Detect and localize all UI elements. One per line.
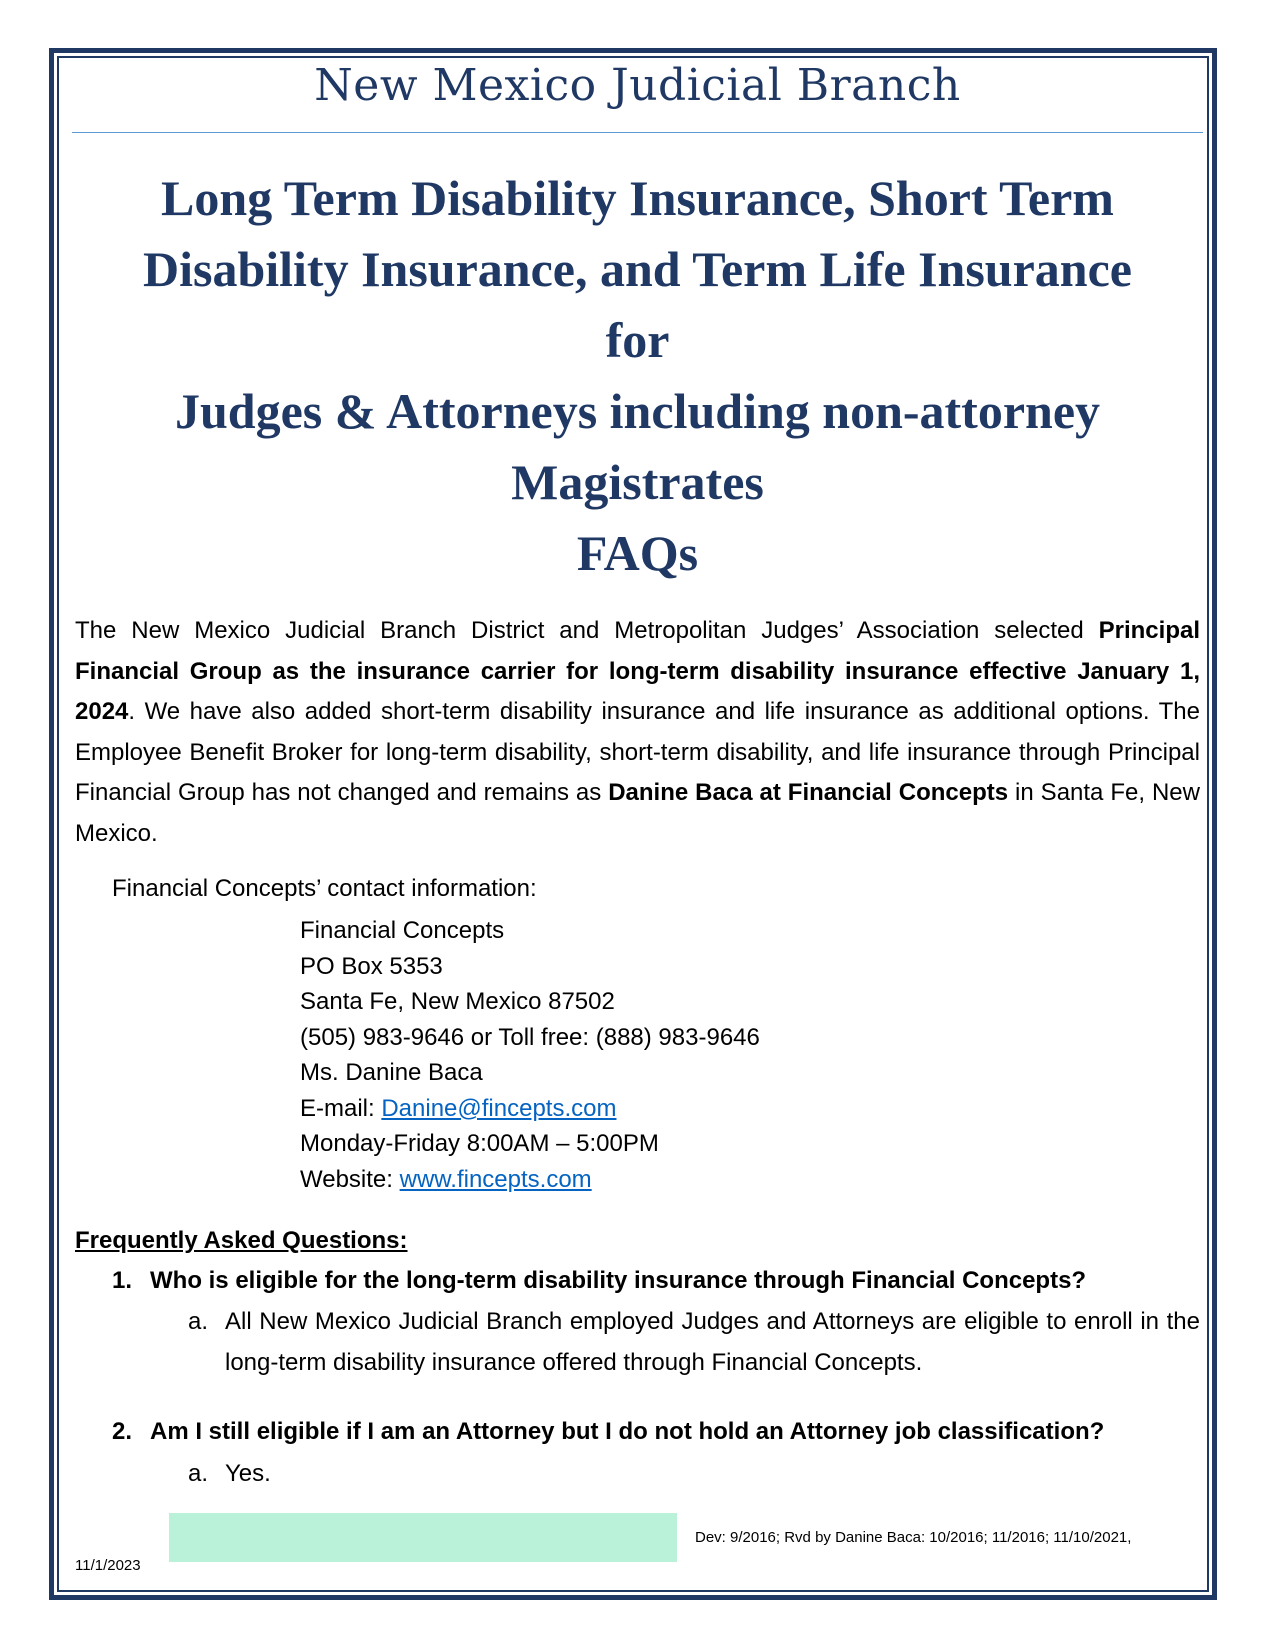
contact-city: Santa Fe, New Mexico 87502 bbox=[300, 988, 615, 1015]
contact-website-row bbox=[300, 1162, 760, 1198]
faq-answer-1 bbox=[188, 1301, 1200, 1383]
contact-email-row bbox=[300, 1091, 760, 1127]
question-number: 2. bbox=[112, 1418, 133, 1445]
contact-heading: Financial Concepts’ contact information: bbox=[112, 875, 537, 902]
title-divider bbox=[72, 132, 1203, 133]
footer-date: 11/1/2023 bbox=[75, 1557, 141, 1574]
faq-answer-2 bbox=[188, 1453, 1200, 1494]
question-number: 1. bbox=[112, 1267, 133, 1294]
intro-broker-bold: Danine Baca at Financial Concepts bbox=[608, 779, 1009, 806]
faq-heading: Frequently Asked Questions: bbox=[75, 1227, 408, 1254]
contact-hours: Monday-Friday 8:00AM – 5:00PM bbox=[300, 1130, 659, 1157]
contact-phone: (505) 983-9646 or Toll free: (888) 983-9646 bbox=[300, 1023, 760, 1051]
intro-text: in Santa Fe, New Mexico. bbox=[75, 779, 1200, 847]
question-text: Who is eligible for the long-term disability insurance through Financial Concepts? bbox=[150, 1267, 1087, 1294]
title-line: for bbox=[605, 312, 670, 368]
title-line: FAQs bbox=[576, 525, 699, 581]
intro-paragraph bbox=[75, 611, 1200, 854]
contact-company: Financial Concepts bbox=[300, 917, 505, 944]
contact-po-box: PO Box 5353 bbox=[300, 952, 443, 980]
website-link[interactable]: www.fincepts.com bbox=[399, 1165, 592, 1193]
answer-letter: a. bbox=[188, 1308, 209, 1335]
answer-text: All New Mexico Judicial Branch employed Judges and Attorneys are eligible to enroll in the long-term disability insurance offered through Financial Concepts. bbox=[225, 1308, 1200, 1376]
faq-question-1 bbox=[112, 1267, 1202, 1295]
answer-letter: a. bbox=[188, 1460, 209, 1487]
title-line: Disability Insurance, and Term Life Insurance bbox=[142, 241, 1132, 297]
org-title: New Mexico Judicial Branch bbox=[314, 60, 961, 111]
contact-person: Ms. Danine Baca bbox=[300, 1059, 483, 1086]
title-line: Magistrates bbox=[511, 454, 764, 510]
website-label: Website: bbox=[300, 1165, 400, 1193]
title-line: Judges & Attorneys including non-attorney bbox=[174, 383, 1101, 439]
intro-text: . We have also added short-term disability insurance and life insurance as additional options. The Employee Benefit Broker for long-term disability, short-term disability, and life insurance through Principal Financial Group has not changed and remains as bbox=[75, 698, 1200, 806]
question-text: Am I still eligible if I am an Attorney but I do not hold an Attorney job classification? bbox=[150, 1418, 1105, 1445]
title-line: Long Term Disability Insurance, Short Term bbox=[161, 170, 1114, 226]
intro-text: The New Mexico Judicial Branch District and Metropolitan Judges’ Association selected bbox=[75, 617, 1099, 644]
email-link[interactable]: Danine@fincepts.com bbox=[381, 1094, 617, 1122]
email-label: E-mail: bbox=[300, 1094, 382, 1122]
intro-carrier-bold: Principal Financial Group as the insurance carrier for long-term disability insurance effective January 1, 2024 bbox=[75, 617, 1200, 725]
faq-question-2 bbox=[112, 1418, 1202, 1446]
highlight-box bbox=[169, 1513, 677, 1562]
document-title bbox=[70, 163, 1205, 589]
answer-text: Yes. bbox=[225, 1460, 271, 1487]
footer-revision: Dev: 9/2016; Rvd by Danine Baca: 10/2016; 11/2016; 11/10/2021, bbox=[695, 1529, 1132, 1546]
contact-block bbox=[300, 913, 760, 1197]
